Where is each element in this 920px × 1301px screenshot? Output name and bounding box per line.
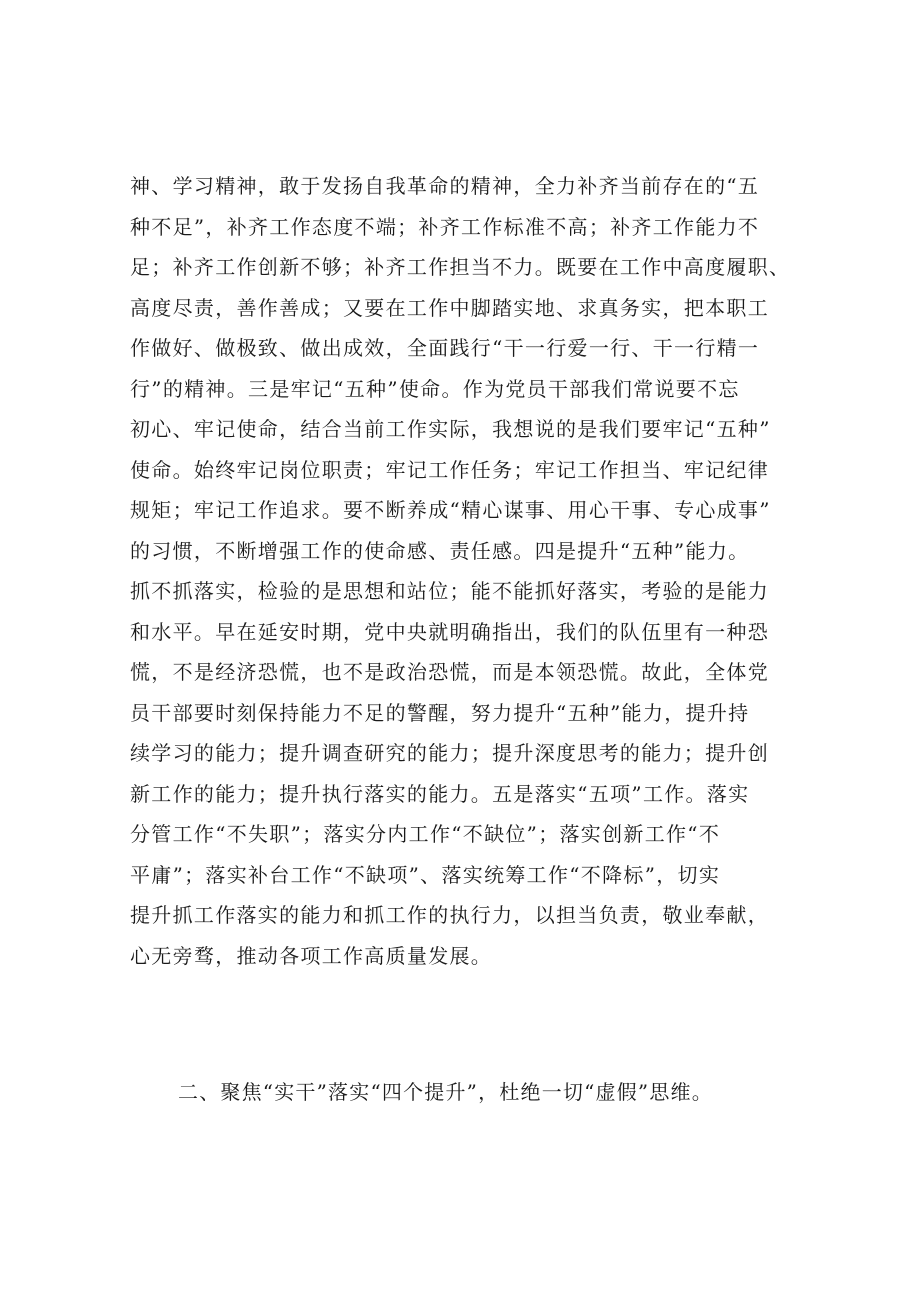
text-line: 高度尽责，善作善成；又要在工作中脚踏实地、求真务实，把本职工 <box>130 295 769 320</box>
text-line: 作做好、做极致、做出成效，全面践行“干一行爱一行、干一行精一 <box>130 336 760 360</box>
text-line: 分管工作“不失职”；落实分内工作“不缺位”；落实创新工作“不 <box>130 822 721 846</box>
text-line: 提升抓工作落实的能力和抓工作的执行力，以担当负责，敬业奉献， <box>130 903 769 927</box>
text-line: 初心、牢记使命，结合当前工作实际，我想说的是我们要牢记“五种” <box>130 417 771 441</box>
text-line: 神、学习精神，敢于发扬自我革命的精神，全力补齐当前存在的“五 <box>130 174 760 198</box>
text-line: 慌，不是经济恐慌，也不是政治恐慌，而是本领恐慌。故此，全体党 <box>130 660 769 684</box>
text-line: 新工作的能力；提升执行落实的能力。五是落实“五项”工作。落实 <box>130 781 750 806</box>
text-line: 足；补齐工作创新不够；补齐工作担当不力。既要在工作中高度履职、 <box>130 255 791 279</box>
text-line: 种不足”，补齐工作态度不端；补齐工作标准不高；补齐工作能力不 <box>130 214 760 239</box>
text-line: 抓不抓落实，检验的是思想和站位；能不能抓好落实，考验的是能力 <box>130 579 769 603</box>
text-line: 员干部要时刻保持能力不足的警醒，努力提升“五种”能力，提升持 <box>130 700 750 725</box>
text-line: 规矩；牢记工作追求。要不断养成“精心谋事、用心干事、专心成事” <box>130 498 771 522</box>
text-line: 使命。始终牢记岗位职责；牢记工作任务；牢记工作担当、牢记纪律 <box>130 457 769 482</box>
section-heading: 二、聚焦“实干”落实“四个提升”，杜绝一切“虚假”思维。 <box>178 1080 713 1104</box>
text-line: 心无旁骛，推动各项工作高质量发展。 <box>130 943 493 968</box>
text-line: 和水平。早在延安时期，党中央就明确指出，我们的队伍里有一种恐 <box>130 619 769 644</box>
text-line: 行”的精神。三是牢记“五种”使命。作为党员干部我们常说要不忘 <box>130 376 740 401</box>
text-line: 平庸”；落实补台工作“不缺项”、落实统筹工作“不降标”，切实 <box>130 862 721 887</box>
text-line: 的习惯，不断增强工作的使命感、责任感。四是提升“五种”能力。 <box>130 538 750 563</box>
body-paragraph <box>130 166 810 976</box>
text-line: 续学习的能力；提升调查研究的能力；提升深度思考的能力；提升创 <box>130 741 769 765</box>
